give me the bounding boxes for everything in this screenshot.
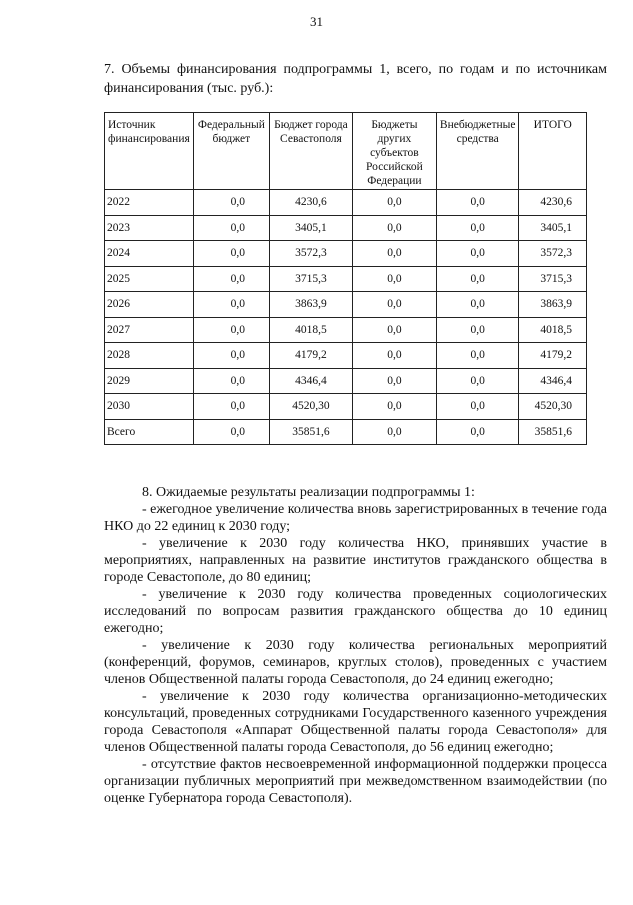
cell-extrabudget: 0,0 bbox=[436, 241, 519, 267]
results-list bbox=[104, 501, 607, 807]
cell-extrabudget: 0,0 bbox=[436, 368, 519, 394]
cell-other-subjects: 0,0 bbox=[352, 343, 436, 369]
result-item: - ежегодное увеличение количества вновь зарегистрированных в течение года НКО до 22 единиц к 2030 году; bbox=[104, 502, 607, 534]
cell-total: 4230,6 bbox=[519, 190, 587, 216]
cell-year: 2028 bbox=[105, 343, 194, 369]
table-row bbox=[105, 190, 587, 216]
cell-total: 4179,2 bbox=[519, 343, 587, 369]
section-8-title: 8. Ожидаемые результаты реализации подпрограммы 1: bbox=[142, 485, 475, 500]
header-total: ИТОГО bbox=[519, 113, 587, 190]
cell-federal: 0,0 bbox=[193, 419, 269, 445]
cell-city: 4179,2 bbox=[269, 343, 352, 369]
cell-year: 2027 bbox=[105, 317, 194, 343]
cell-extrabudget: 0,0 bbox=[436, 292, 519, 318]
cell-year: 2022 bbox=[105, 190, 194, 216]
header-other-subjects: Бюджеты других субъектов Российской Федерации bbox=[352, 113, 436, 190]
page-number: 31 bbox=[310, 14, 323, 29]
table-row bbox=[105, 368, 587, 394]
cell-extrabudget: 0,0 bbox=[436, 190, 519, 216]
cell-year: 2024 bbox=[105, 241, 194, 267]
cell-total: 3572,3 bbox=[519, 241, 587, 267]
cell-other-subjects: 0,0 bbox=[352, 241, 436, 267]
result-item: - отсутствие фактов несвоевременной информационной поддержки процесса организации публичных мероприятий при межведомственном взаимодействии (по оценке Губернатора города Севастополя). bbox=[104, 757, 607, 806]
header-extrabudget: Внебюджетные средства bbox=[436, 113, 519, 190]
cell-other-subjects: 0,0 bbox=[352, 215, 436, 241]
table-row bbox=[105, 317, 587, 343]
table-row bbox=[105, 292, 587, 318]
cell-extrabudget: 0,0 bbox=[436, 266, 519, 292]
table-row bbox=[105, 241, 587, 267]
cell-year: 2026 bbox=[105, 292, 194, 318]
cell-year: Всего bbox=[105, 419, 194, 445]
cell-federal: 0,0 bbox=[193, 394, 269, 420]
cell-total: 4018,5 bbox=[519, 317, 587, 343]
cell-other-subjects: 0,0 bbox=[352, 368, 436, 394]
table-row bbox=[105, 215, 587, 241]
cell-other-subjects: 0,0 bbox=[352, 419, 436, 445]
cell-year: 2029 bbox=[105, 368, 194, 394]
cell-total: 4520,30 bbox=[519, 394, 587, 420]
cell-city: 3863,9 bbox=[269, 292, 352, 318]
section-8 bbox=[104, 484, 607, 807]
cell-total: 3715,3 bbox=[519, 266, 587, 292]
cell-total: 3405,1 bbox=[519, 215, 587, 241]
result-item: - увеличение к 2030 году количества проведенных социологических исследований по вопросам развития гражданского общества до 10 единиц ежегодно; bbox=[104, 587, 607, 636]
cell-city: 4018,5 bbox=[269, 317, 352, 343]
header-source: Источник финансирования bbox=[105, 113, 194, 190]
cell-city: 4346,4 bbox=[269, 368, 352, 394]
cell-city: 4230,6 bbox=[269, 190, 352, 216]
cell-extrabudget: 0,0 bbox=[436, 343, 519, 369]
cell-other-subjects: 0,0 bbox=[352, 394, 436, 420]
cell-other-subjects: 0,0 bbox=[352, 266, 436, 292]
cell-total: 35851,6 bbox=[519, 419, 587, 445]
table-row bbox=[105, 419, 587, 445]
table-body bbox=[105, 190, 587, 445]
cell-federal: 0,0 bbox=[193, 317, 269, 343]
cell-city: 3572,3 bbox=[269, 241, 352, 267]
cell-extrabudget: 0,0 bbox=[436, 317, 519, 343]
cell-federal: 0,0 bbox=[193, 215, 269, 241]
result-item: - увеличение к 2030 году количества организационно-методических консультаций, проведенных сотрудниками Государственного казенного учреждения города Севастополя «Аппарат Общественной палаты города Севастополя» для членов Общественной палаты города Севастополя, до 56 единиц ежегодно; bbox=[104, 689, 607, 755]
cell-city: 35851,6 bbox=[269, 419, 352, 445]
table-row bbox=[105, 343, 587, 369]
financing-table bbox=[104, 112, 587, 445]
cell-other-subjects: 0,0 bbox=[352, 190, 436, 216]
cell-other-subjects: 0,0 bbox=[352, 292, 436, 318]
header-city: Бюджет города Севастополя bbox=[269, 113, 352, 190]
table-header-row bbox=[105, 113, 587, 190]
cell-federal: 0,0 bbox=[193, 368, 269, 394]
cell-federal: 0,0 bbox=[193, 190, 269, 216]
cell-extrabudget: 0,0 bbox=[436, 419, 519, 445]
cell-city: 3715,3 bbox=[269, 266, 352, 292]
cell-year: 2023 bbox=[105, 215, 194, 241]
cell-year: 2030 bbox=[105, 394, 194, 420]
cell-total: 3863,9 bbox=[519, 292, 587, 318]
cell-federal: 0,0 bbox=[193, 343, 269, 369]
result-item: - увеличение к 2030 году количества НКО, принявших участие в мероприятиях, направленных на развитие институтов гражданского общества в городе Севастополе, до 80 единиц; bbox=[104, 536, 607, 585]
cell-city: 4520,30 bbox=[269, 394, 352, 420]
cell-other-subjects: 0,0 bbox=[352, 317, 436, 343]
cell-federal: 0,0 bbox=[193, 266, 269, 292]
cell-total: 4346,4 bbox=[519, 368, 587, 394]
cell-city: 3405,1 bbox=[269, 215, 352, 241]
header-federal: Федеральный бюджет bbox=[193, 113, 269, 190]
cell-extrabudget: 0,0 bbox=[436, 394, 519, 420]
table-row bbox=[105, 394, 587, 420]
cell-federal: 0,0 bbox=[193, 292, 269, 318]
cell-extrabudget: 0,0 bbox=[436, 215, 519, 241]
section-7-heading: 7. Объемы финансирования подпрограммы 1, всего, по годам и по источникам финансирования (тыс. руб.): bbox=[104, 62, 607, 96]
table-row bbox=[105, 266, 587, 292]
result-item: - увеличение к 2030 году количества региональных мероприятий (конференций, форумов, семинаров, круглых столов), проведенных с участием членов Общественной палаты города Севастополя, до 24 единиц ежегодно; bbox=[104, 638, 607, 687]
cell-federal: 0,0 bbox=[193, 241, 269, 267]
cell-year: 2025 bbox=[105, 266, 194, 292]
